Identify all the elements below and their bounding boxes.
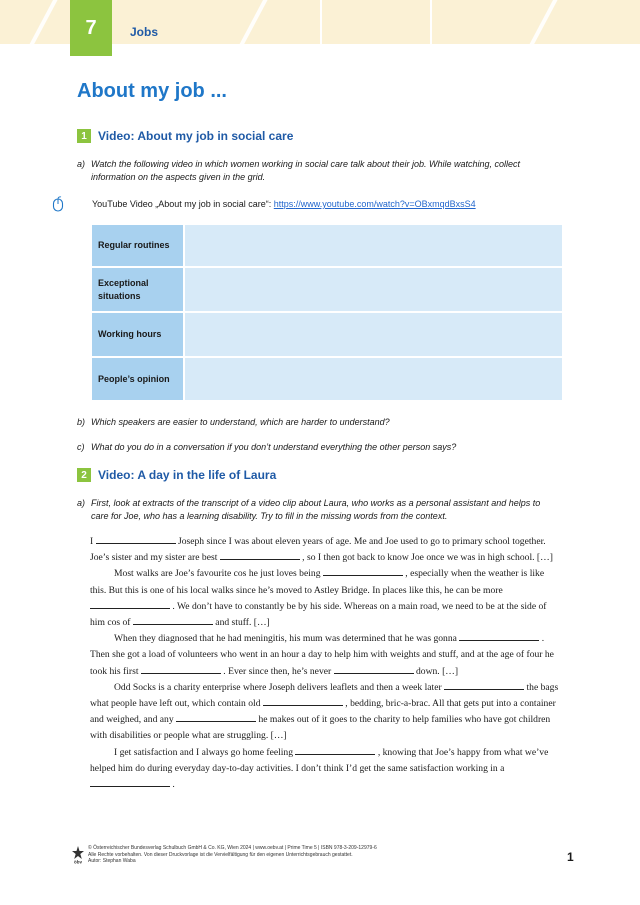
transcript [90, 534, 560, 793]
transcript-text: Most walks are Joe’s favourite cos he just loves being [114, 568, 323, 580]
transcript-text: , so I then got back to know Joe once we was in high school. […] [299, 552, 553, 564]
transcript-text: he makes out of it goes to the charity to help families who have got children with disabilities or people what are struggling. […] [90, 714, 551, 742]
grid-label: People’s opinion [92, 358, 183, 400]
section-title: Video: A day in the life of Laura [98, 468, 277, 482]
video-link[interactable]: https://www.youtube.com/watch?v=OBxmqdBxsS4 [273, 199, 476, 209]
task-text: First, look at extracts of the transcript of a video clip about Laura, who works as a personal assistant and helps to care for Joe, who has a learning disability. Try to fill in the missing words from the context. [91, 498, 541, 521]
chapter-number: 7 [70, 0, 112, 56]
transcript-text: . Ever since then, he’s never [220, 665, 334, 677]
transcript-text: . [170, 779, 175, 791]
grid-answer-cell[interactable] [185, 225, 562, 266]
transcript-text: . Then she got a load of volunteers who went in an hour a day to help him with weights and stuff, and at the age of four he took his first [90, 633, 554, 677]
mouse-icon [52, 196, 64, 212]
transcript-text: , especially when the weather is like this. But this is one of his local walks since he’s moved to Astley Bridge. In places like this, he can be more [90, 568, 545, 596]
task-text: Watch the following video in which women working in social care talk about their job. While watching, collect information on the aspects given in the grid. [91, 159, 521, 182]
gap-field[interactable] [141, 665, 221, 674]
gap-field[interactable] [133, 616, 213, 625]
task-letter: b) [77, 417, 86, 427]
transcript-text: , bedding, bric-a-brac. All that gets put into a container and weighed, and any [90, 698, 556, 726]
task-letter: a) [77, 159, 86, 169]
page-number: 1 [567, 850, 574, 864]
band-divider [430, 0, 432, 44]
grid-row [92, 225, 562, 266]
grid-label: Regular routines [92, 225, 183, 266]
transcript-text: , knowing that Joe’s happy from what we’ve helped him do during everyday day-to-day activities. I don’t think I’d get the same satisfaction working in a [90, 746, 549, 774]
notes-grid [92, 225, 562, 402]
transcript-text: the bags what people have left out, which contain old [90, 681, 559, 710]
gap-field[interactable] [444, 681, 524, 690]
grid-label: Exceptional situations [92, 268, 183, 311]
gap-field[interactable] [96, 535, 176, 544]
section-number: 1 [77, 129, 91, 143]
publisher-logo [72, 846, 84, 864]
footer-copyright: © Österreichischer Bundesverlag Schulbuch GmbH & Co. KG, Wien 2024 | www.oebv.at | Prime Time 5 | ISBN 978-3-209-12979-6 [88, 845, 377, 851]
task-letter: a) [77, 498, 86, 508]
task-1a [77, 158, 557, 184]
grid-row [92, 313, 562, 356]
band-stripe [24, 0, 60, 44]
task-text: What do you do in a conversation if you don’t understand everything the other person says? [91, 442, 457, 452]
logo-text: öbv [73, 859, 83, 864]
section-1-heading [77, 129, 293, 143]
gap-field[interactable] [220, 551, 300, 560]
transcript-text: I get satisfaction and I always go home feeling [114, 746, 296, 758]
grid-answer-cell[interactable] [185, 358, 562, 400]
transcript-text: and stuff. […] [212, 617, 270, 629]
transcript-text: When they diagnosed that he had meningitis, his mum was determined that he was gonna [114, 633, 460, 645]
transcript-text: down. […] [413, 665, 459, 677]
gap-field[interactable] [295, 746, 375, 755]
gap-field[interactable] [176, 713, 256, 722]
task-2a [77, 497, 557, 523]
chapter-title: Jobs [130, 25, 159, 39]
gap-field[interactable] [323, 567, 403, 576]
transcript-text: Odd Socks is a charity enterprise where Joseph delivers leaflets and then a week later [114, 681, 445, 693]
gap-field[interactable] [90, 778, 170, 787]
transcript-text: . We don’t have to constantly be by his side. Whereas on a main road, we need to be at the side of him cos of [90, 600, 547, 629]
footer [88, 845, 488, 865]
gap-field[interactable] [263, 697, 343, 706]
footer-rights: Alle Rechte vorbehalten. Von dieser Druckvorlage ist die Vervielfältigung für den eigenen Unterrichtsgebrauch gestattet. [88, 851, 353, 858]
video-prefix: YouTube Video „About my job in social care“: [92, 199, 274, 209]
task-1b [77, 416, 557, 429]
transcript-paragraph [90, 631, 560, 680]
grid-answer-cell[interactable] [185, 268, 562, 311]
band-stripe [524, 0, 560, 44]
task-1c [77, 441, 557, 454]
transcript-text: I [90, 536, 96, 547]
grid-answer-cell[interactable] [185, 313, 562, 356]
grid-label: Working hours [92, 313, 183, 356]
task-text: Which speakers are easier to understand, which are harder to understand? [91, 417, 390, 427]
grid-row [92, 268, 562, 311]
section-title: Video: About my job in social care [98, 129, 294, 143]
gap-field[interactable] [334, 665, 414, 674]
transcript-paragraph [90, 534, 560, 566]
band-stripe [234, 0, 270, 44]
footer-author: Autor: Stephan Waba [88, 858, 136, 864]
gap-field[interactable] [90, 600, 170, 609]
transcript-paragraph [90, 566, 560, 631]
page-title: About my job ... [77, 80, 227, 102]
transcript-paragraph [90, 745, 560, 794]
grid-row [92, 358, 562, 400]
transcript-text: Joseph since I was about eleven years of age. Me and Joe used to go to primary school together. Joe’s sister and my sister are best [90, 536, 546, 564]
video-reference [92, 199, 476, 209]
gap-field[interactable] [459, 632, 539, 641]
transcript-paragraph [90, 680, 560, 745]
section-2-heading [77, 468, 276, 482]
band-divider [320, 0, 322, 44]
task-letter: c) [77, 442, 85, 452]
section-number: 2 [77, 468, 91, 482]
